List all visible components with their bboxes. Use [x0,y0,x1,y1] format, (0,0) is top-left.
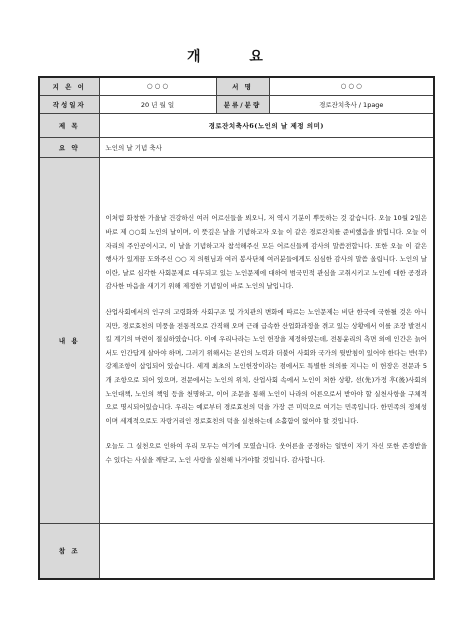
reference-value [99,523,434,579]
overview-form [38,76,435,580]
reference-label: 참 조 [39,523,99,579]
date-value: 20 년 월 일 [99,95,216,113]
signature-label: 서 명 [216,77,269,95]
content-paragraph-3: 오늘도 그 실천으로 인하여 우리 모두는 여기에 모였습니다. 웃어른을 공경하는 일만이 자기 자신 또한 존경받을 수 있다는 사실을 깨닫고, 노인 사랑을 실천해 나가야할 것입니다. 감사합니다. [105,442,427,464]
content-paragraph-2: 산업사회에서의 인구의 고령화와 사회구조 및 가치관의 변화에 따르는 노인문제는 비단 한국에 국한될 것은 아니지만, 경로효친의 미풍을 전통적으로 간직해 오며 근래 급속한 산업화과정을 겪고 있는 상황에서 이를 조장 발전시킬 계기의 마련이 절실하였습니다. 이에 우리나라는 노인 헌장을 제정하였는데, 전통윤리의 측면 외에 인간은 늙어서도 인간답게 살아야 하며, 그러기 위해서는 본인의 노력과 더불어 사회와 국가의 뒷받침이 있어야 한다는 반(半)강제조항이 삽입되어 있습니다. 세계 최초의 노인헌장이라는 점에서도 특별한 의의를 지니는 이 헌장은 전문과 5개 조항으로 되어 있으며, 전문에서는 노인의 위치, 산업사회 속에서 노인이 처한 상황, 선(先)가정 후(後)사회의 노인대책, 노인의 책임 등을 천명하고, 이어 조문을 통해 노인이 나라의 어른으로서 받아야 할 실천사항을 구체적으로 명시되어있습니다. 우리는 예로부터 경로효친의 덕을 가장 큰 미덕으로 여기는 민족입니다. 한민족의 정체성이며 세계적으로도 자랑거리인 경로효친의 덕을 실천하는데 소홀함이 없어야 할 것입니다. [105,308,427,425]
author-row [39,77,434,95]
author-label: 지 은 이 [39,77,99,95]
subject-label: 제 목 [39,113,99,137]
date-row [39,95,434,113]
content-label: 내 용 [39,157,99,523]
content-row [39,157,434,523]
summary-value: 노인의 날 기념 축사 [99,137,434,157]
reference-row [39,523,434,579]
summary-row [39,137,434,157]
content-paragraph-1: 이처럼 화창한 가을날 건강하신 여러 어르신들을 뵈오니, 저 역시 기분이 뿌듯하는 것 같습니다. 오늘 10월 2일은 바로 제 ○○회 노인의 날이며, 이 뜻깊은 날을 기념하고자 오늘 이 같은 경로잔치를 준비했음을 밝힙니다. 오늘 이 자리의 주인공이시고, 이 날을 기념하고자 참석해주신 모든 어르신들께 감사의 말씀전합니다. 또한 오늘 이 같은 행사가 있게끔 도와주신 ○○ 지 의원님과 여러 봉사단체 여러분들에게도 심심한 감사의 말씀 올립니다. 노인의 날이란, 날로 심각한 사회문제로 대두되고 있는 노인문제에 대하여 범국민적 관심을 고취시키고 노인에 대한 공경과 감사한 마음을 새기기 위해 제정한 기념일이 바로 노인의 날입니다. [105,214,427,291]
document-title: 개 요 [187,49,285,65]
subject-value: 경로잔치축사6(노인의 날 제정 의미) [99,113,434,137]
date-label: 작성일자 [39,95,99,113]
subject-row [39,113,434,137]
summary-label: 요 약 [39,137,99,157]
author-value: ○ ○ ○ [99,77,216,95]
category-label: 분류/분량 [216,95,269,113]
content-body [99,157,434,523]
category-value: 경로잔치축사 / 1page [269,95,434,113]
signature-value: ○ ○ ○ [269,77,434,95]
